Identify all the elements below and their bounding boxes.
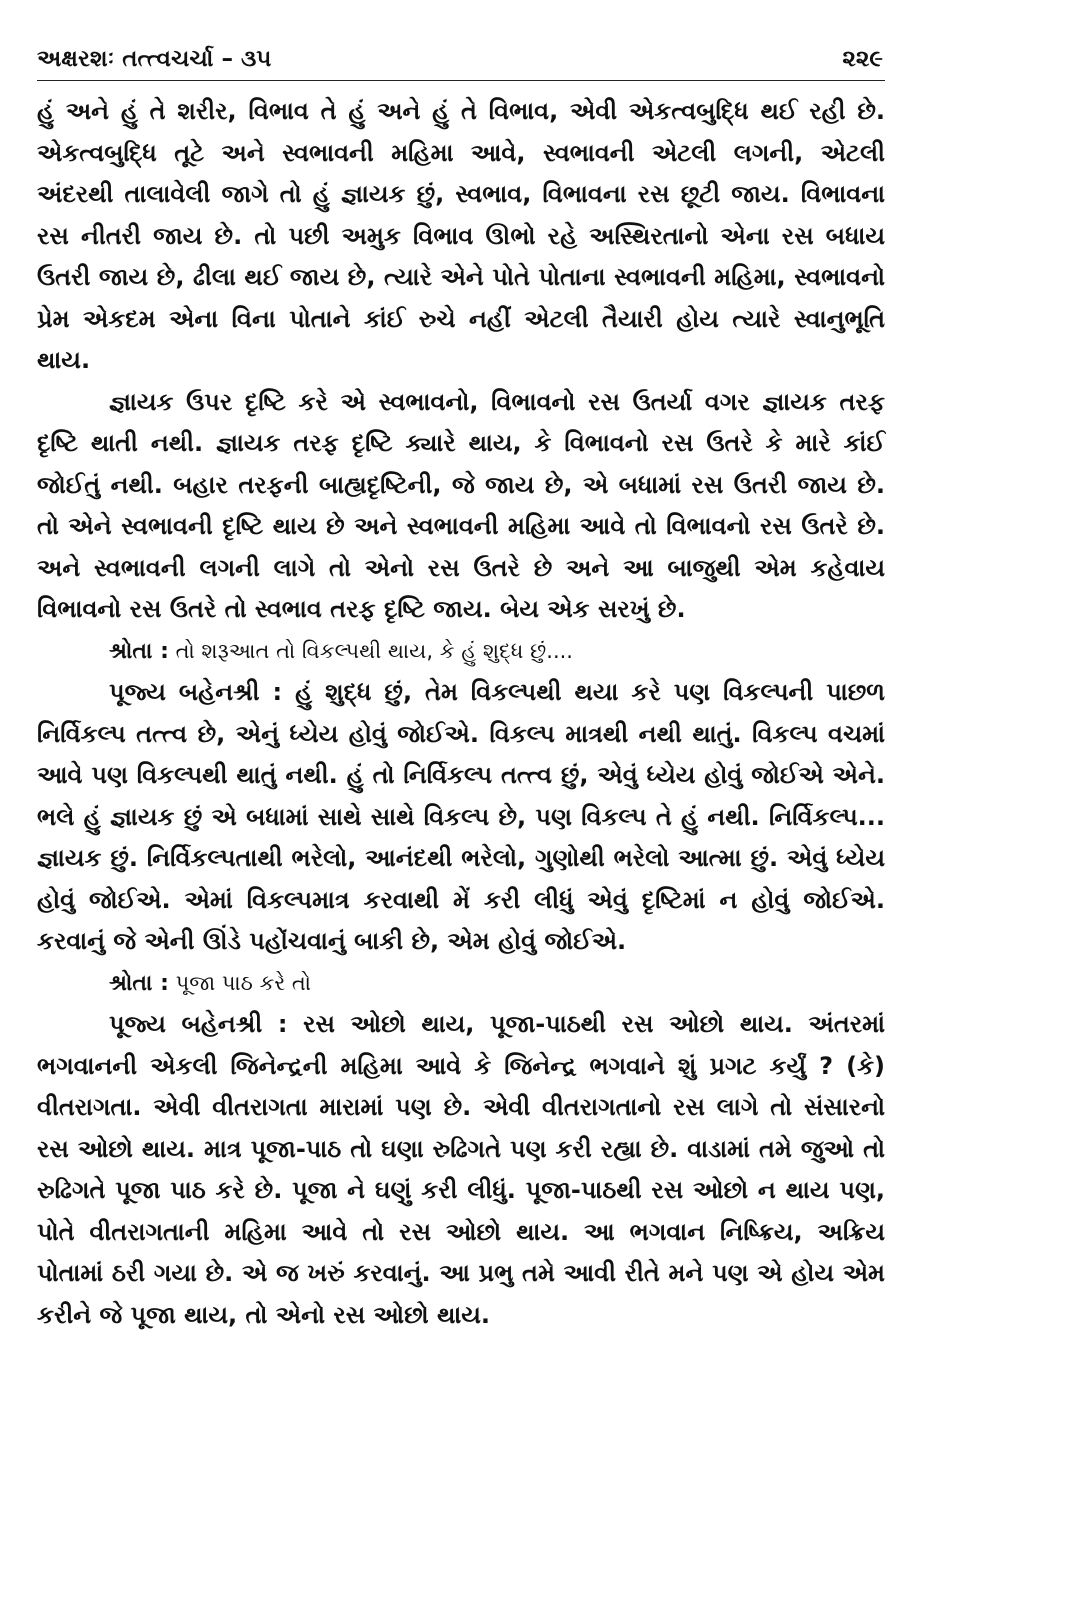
paragraph-text: જ્ઞાયક ઉપર દૃષ્ટિ કરે એ સ્વભાવનો, વિભાવનો રસ ઉતર્યા વગર જ્ઞાયક તરફ દૃષ્ટિ થાતી નથી. જ્ઞાયક તરફ દૃષ્ટિ ક્યારે થાય, કે વિભાવનો રસ ઉતરે કે મારે કાંઈ જોઈતું નથી. બહાર તરફની બાહ્યદૃષ્ટિની, જે જાય છે, એ બધામાં રસ ઉતરી જાય છે. તો એને સ્વભાવની દૃષ્ટિ થાય છે અને સ્વભાવની મહિમા આવે તો વિભાવનો રસ ઉતરે છે. અને સ્વભાવની લગની લાગે તો એનો રસ ઉતરે છે અને આ બાજુથી એમ કહેવાય વિભાવનો રસ ઉતરે તો સ્વભાવ તરફ દૃષ્ટિ જાય. બેય એક સરખું છે. [37, 387, 885, 623]
speaker-label: શ્રોતા : [109, 970, 169, 996]
page-number: ૨૨૯ [842, 46, 883, 72]
speaker-label: શ્રોતા : [109, 638, 169, 664]
paragraph [37, 382, 885, 631]
paragraph-text: હું અને હું તે શરીર, વિભાવ તે હું અને હું તે વિભાવ, એવી એકત્વબુદ્ધિ થઈ રહી છે. એકત્વબુદ્ધિ તૂટે અને સ્વભાવની મહિમા આવે, સ્વભાવની એટલી લગની, એટલી અંદરથી તાલાવેલી જાગે તો હું જ્ઞાયક છું, સ્વભાવ, વિભાવના રસ છૂટી જાય. વિભાવના રસ નીતરી જાય છે. તો પછી અમુક વિભાવ ઊભો રહે અસ્થિરતાનો એના રસ બધાય ઉતરી જાય છે, ઢીલા થઈ જાય છે, ત્યારે એને પોતે પોતાના સ્વભાવની મહિમા, સ્વભાવનો પ્રેમ એકદમ એના વિના પોતાને કાંઈ રુચે નહીં એટલી તૈયારી હોય ત્યારે સ્વાનુભૂતિ થાય. [37, 97, 885, 374]
speaker-label: પૂજ્ય બહેનશ્રી : [109, 1010, 288, 1038]
answer-text: રસ ઓછો થાય, પૂજા-પાઠથી રસ ઓછો થાય. અંતરમાં ભગવાનની એકલી જિનેન્દ્રની મહિમા આવે કે જિનેન્દ્ર ભગવાને શું પ્રગટ કર્યું ? (કે) વીતરાગતા. એવી વીતરાગતા મારામાં પણ છે. એવી વીતરાગતાનો રસ લાગે તો સંસારનો રસ ઓછો થાય. માત્ર પૂજા-પાઠ તો ઘણા રુઢિગતે પણ કરી રહ્યા છે. વાડામાં તમે જુઓ તો રુઢિગતે પૂજા પાઠ કરે છે. પૂજા ને ઘણું કરી લીધું. પૂજા-પાઠથી રસ ઓછો ન થાય પણ, પોતે વીતરાગતાની મહિમા આવે તો રસ ઓછો થાય. આ ભગવાન નિષ્ક્રિય, અક્રિય પોતામાં ઠરી ગયા છે. એ જ ખરું કરવાનું. આ પ્રભુ તમે આવી રીતે મને પણ એ હોય એમ કરીને જે પૂજા થાય, તો એનો રસ ઓછો થાય. [37, 1010, 885, 1329]
running-header [37, 42, 885, 81]
question-text: પૂજા પાઠ કરે તો [175, 970, 312, 995]
answer-text: હું શુદ્ધ છું, તેમ વિકલ્પથી થયા કરે પણ વિકલ્પની પાછળ નિર્વિકલ્પ તત્ત્વ છે, એનું ધ્યેય હોવું જોઈએ. વિકલ્પ માત્રથી નથી થાતું. વિકલ્પ વચમાં આવે પણ વિકલ્પથી થાતું નથી. હું તો નિર્વિકલ્પ તત્ત્વ છું, એવું ધ્યેય હોવું જોઈએ એને. ભલે હું જ્ઞાયક છું એ બધામાં સાથે સાથે વિકલ્પ છે, પણ વિકલ્પ તે હું નથી. નિર્વિકલ્પ... જ્ઞાયક છું. નિર્વિકલ્પતાથી ભરેલો, આનંદથી ભરેલો, ગુણોથી ભરેલો આત્મા છું. એવું ધ્યેય હોવું જોઈએ. એમાં વિકલ્પમાત્ર કરવાથી મેં કરી લીધું એવું દૃષ્ટિમાં ન હોવું જોઈએ. કરવાનું જે એની ઊંડે પહોંચવાનું બાકી છે, એમ હોવું જોઈએ. [37, 678, 885, 955]
listener-question [37, 963, 885, 1005]
speaker-label: પૂજ્ય બહેનશ્રી : [109, 678, 283, 706]
speaker-answer [37, 672, 885, 963]
listener-question [37, 631, 885, 673]
running-title: અક્ષરશઃ તત્ત્વચર્ચા – ૩૫ [37, 46, 272, 72]
question-text: તો શરૂઆત તો વિકલ્પથી થાય, કે હું શુદ્ધ છું.... [175, 638, 573, 663]
speaker-answer [37, 1004, 885, 1336]
book-page [37, 42, 885, 1336]
body-text [37, 91, 885, 1336]
paragraph-continuation [37, 91, 885, 382]
